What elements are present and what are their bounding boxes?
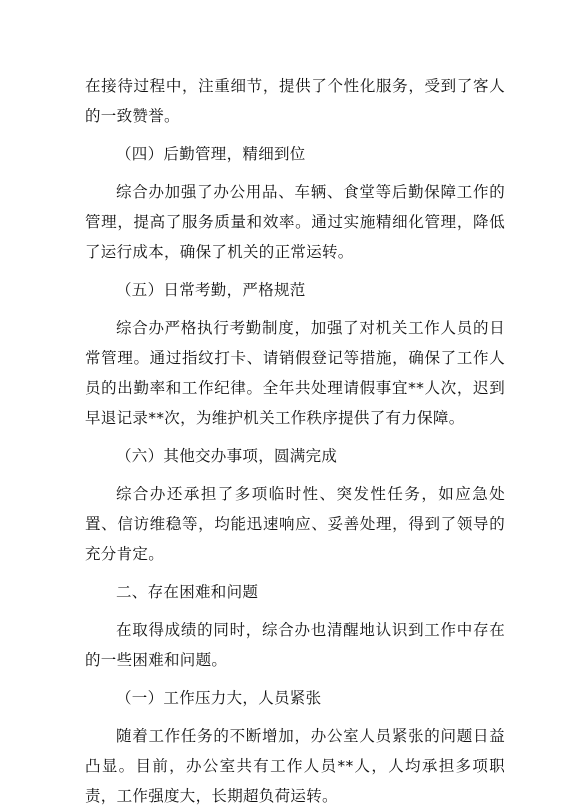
- paragraph: 综合办加强了办公用品、车辆、食堂等后勤保障工作的管理，提高了服务质量和效率。通过实施精细化管理，降低了运行成本，确保了机关的正常运转。: [85, 183, 505, 261]
- document-body: [85, 71, 505, 811]
- section-heading: （四）后勤管理，精细到位: [116, 145, 306, 163]
- chapter-heading: 二、存在困难和问题: [116, 583, 259, 601]
- paragraph: 在接待过程中，注重细节，提供了个性化服务，受到了客人的一致赞誉。: [85, 77, 505, 125]
- paragraph: 综合办还承担了多项临时性、突发性任务，如应急处置、信访维稳等，均能迅速响应、妥善处理，得到了领导的充分肯定。: [85, 485, 505, 563]
- section-heading: （一）工作压力大，人员紧张: [116, 689, 322, 707]
- section-heading: （六）其他交办事项，圆满完成: [116, 447, 338, 465]
- paragraph: 在取得成绩的同时，综合办也清醒地认识到工作中存在的一些困难和问题。: [85, 621, 505, 669]
- paragraph: 综合办严格执行考勤制度，加强了对机关工作人员的日常管理。通过指纹打卡、请销假登记等措施，确保了工作人员的出勤率和工作纪律。全年共处理请假事宜**人次，迟到早退记录**次，为维护机关工作秩序提供了有力保障。: [85, 319, 505, 427]
- paragraph: 随着工作任务的不断增加，办公室人员紧张的问题日益凸显。目前，办公室共有工作人员**人，人均承担多项职责，工作强度大，长期超负荷运转。: [85, 727, 505, 805]
- section-heading: （五）日常考勤，严格规范: [116, 281, 306, 299]
